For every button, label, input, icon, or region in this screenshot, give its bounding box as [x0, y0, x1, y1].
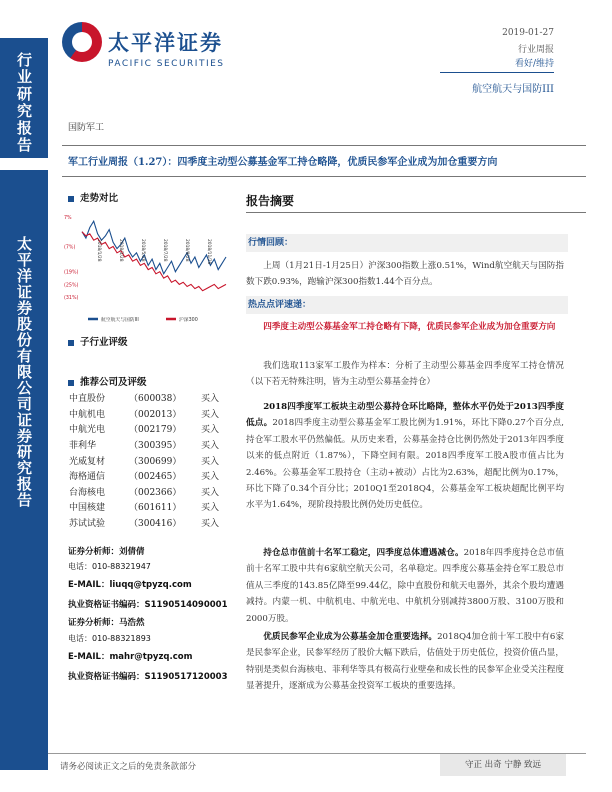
- footer-disclaimer: 请务必阅读正文之后的免责条款部分: [60, 762, 197, 772]
- report-rating: 看好/维持: [514, 59, 554, 69]
- company-name: 光威复材: [69, 456, 106, 467]
- sidebar-bottom-label: 太平洋证券股份有限公司证券研究报告: [15, 236, 33, 508]
- report-sector: 航空航天与国防III: [472, 84, 554, 95]
- company-name: 中国核建: [69, 503, 106, 514]
- company-code: （300395）: [129, 441, 182, 452]
- company-name: 海格通信: [69, 472, 106, 483]
- y-tick-label: (7%): [64, 245, 76, 251]
- table-row: [68, 390, 238, 406]
- table-row: [68, 406, 238, 422]
- table-row: [68, 484, 238, 500]
- section-tag: 国防军工: [68, 123, 105, 133]
- analyst-1-cert: 执业资格证书编码：S1190514090001: [68, 600, 228, 610]
- company-rating: 买入: [201, 456, 220, 467]
- para-hot-topic-red: 四季度主动型公募基金军工持仓略有下降，优质民参军企业成为加仓重要方向: [263, 322, 556, 332]
- company-rating: 买入: [201, 394, 220, 405]
- company-name: 中直股份: [69, 394, 106, 405]
- x-tick-label: 2018/9/28: [184, 239, 189, 262]
- company-code: （601611）: [129, 503, 182, 514]
- company-rating: 买入: [201, 519, 220, 530]
- company-code: （600038）: [129, 394, 182, 405]
- para-market-review: 上周（1月21日-1月25日）沪深300指数上涨0.51%，Wind航空航天与国防指数下跌0.93%，跑输沪深300指数1.44个百分点。: [246, 261, 564, 288]
- analyst-2-name: 证券分析师：马浩然: [68, 618, 145, 628]
- company-code: （002366）: [129, 487, 182, 498]
- x-tick-label: 2018/3/28: [118, 239, 123, 262]
- analyst-2-phone: 电话：010-88321893: [68, 634, 151, 643]
- header-divider: [440, 72, 554, 73]
- para-q4-holdings: 2018四季度军工板块主动型公募持仓环比略降，整体水平仍处于2013四季度低点。2018四季度主动型公募基金军工股比例为1.91%，环比下降0.27个百分点,持仓军工股水平仍然偏低。从历史来看，公募基金持仓比例仍然处于2013年四季度以来的低点附近（1.87%），下降空间有限。2018四季度军工股A股市值占比为2.46%。公募基金军工股持仓（主动+被动）占比为2.63%，超配比例为0.17%，环比下降了0.34个百分比；2010Q1至2018Q4，公募基金军工板块超配比例平均水平为1.64%，现阶段持股比例仍处历史低位。: [246, 402, 564, 511]
- series-line-0: [82, 221, 226, 274]
- analyst-2-email[interactable]: E-MAIL：mahr@tpyzq.com: [68, 652, 193, 662]
- company-rating: 买入: [201, 409, 220, 420]
- series-line-1: [82, 232, 226, 291]
- company-code: （002179）: [129, 425, 182, 436]
- table-row: [68, 421, 238, 437]
- company-name: 台海核电: [69, 487, 106, 498]
- y-tick-label: (19%): [64, 270, 79, 276]
- logo-icon: [62, 22, 102, 62]
- x-tick-label: 2018/7/28: [162, 239, 167, 262]
- sub-rating-header: 子行业评级: [68, 334, 128, 348]
- summary-title: 报告摘要: [246, 194, 295, 208]
- report-date: 2019-01-27: [502, 28, 554, 38]
- summary-rule: [246, 212, 586, 213]
- company-code: （300416）: [129, 519, 182, 530]
- company-name: 苏试试验: [69, 519, 106, 530]
- company-code: （002013）: [129, 409, 182, 420]
- sidebar-top-label: 行业研究报告: [15, 52, 33, 154]
- company-rating: 买入: [201, 472, 220, 483]
- recommendation-table: [68, 390, 238, 530]
- title-top-rule: [62, 145, 586, 146]
- logo-en: PACIFIC SECURITIES: [108, 59, 225, 69]
- sub-market-review: 行情回顾：: [246, 234, 568, 252]
- square-bullet-icon: [68, 340, 74, 346]
- company-code: （002465）: [129, 472, 182, 483]
- report-type: 行业周报: [517, 45, 554, 55]
- company-rating: 买入: [201, 425, 220, 436]
- company-rating: 买入: [201, 503, 220, 514]
- title-bottom-rule: [62, 176, 586, 177]
- table-row: [68, 437, 238, 453]
- analyst-1-email[interactable]: E-MAIL：liuqq@tpyzq.com: [68, 580, 192, 590]
- trend-header: 走势对比: [68, 190, 118, 204]
- table-row: [68, 452, 238, 468]
- table-row: [68, 468, 238, 484]
- y-tick-label: (31%): [64, 296, 79, 301]
- company-name: 中航机电: [69, 409, 106, 420]
- para-minsheng: 优质民参军企业成为公募基金加仓重要选择。2018Q4加仓前十军工股中有6家是民参军企业，民参军经历了股价大幅下跌后，估值处于历史低位，投资价值凸显，特别是类似台海核电、菲利华等具有极高行业壁垒和成长性的民参军企业受关注程度显著提升，逐渐成为公募基金投资军工板块的重要选择。: [246, 632, 564, 692]
- legend-label: 航空航天与国防III: [101, 318, 139, 323]
- x-tick-label: 2018/11/28: [206, 239, 211, 265]
- rec-header: 推荐公司及评级: [68, 374, 147, 388]
- table-row: [68, 499, 238, 515]
- analyst-2-cert: 执业资格证书编码：S1190517120003: [68, 672, 228, 682]
- page-title: 军工行业周报（1.27）：四季度主动型公募基金军工持仓略降，优质民参军企业成为加仓重要方向: [68, 157, 498, 168]
- y-tick-label: (25%): [64, 283, 79, 289]
- para-top10: 持仓总市值前十名军工稳定，四季度总体遭遇减仓。2018年四季度持仓总市值前十名军工股中共有6家航空航天公司，名单稳定。四季度公募基金持仓军工股总市值从三季度的143.85亿降至99.44亿，除中直股份和航天电器外，其余个股均遭遇减持。内蒙一机、中航机电、中航光电、中航机分别减持3800万股、3100万股和2000万股。: [246, 548, 564, 624]
- logo-cn: 太平洋证券: [108, 31, 223, 55]
- legend-label: 沪深300: [179, 318, 198, 323]
- company-rating: 买入: [201, 441, 220, 452]
- trend-chart: [62, 205, 234, 330]
- square-bullet-icon: [68, 196, 74, 202]
- analyst-1-phone: 电话：010-88321947: [68, 562, 151, 571]
- footer-motto: 守正 出奇 宁静 致远: [440, 754, 566, 776]
- company-code: （300699）: [129, 456, 182, 467]
- y-tick-label: 7%: [64, 216, 72, 221]
- table-row: [68, 515, 238, 531]
- square-bullet-icon: [68, 380, 74, 386]
- company-name: 中航光电: [69, 425, 106, 436]
- x-tick-label: 2018/5/28: [140, 239, 145, 262]
- sub-hot-topics: 热点点评速递：: [246, 296, 568, 314]
- para-sample: 我们选取113家军工股作为样本：分析了主动型公募基金四季度军工持仓情况（以下若无特殊注明，皆为主动型公募基金持仓）: [246, 361, 564, 388]
- company-rating: 买入: [201, 487, 220, 498]
- analyst-1-name: 证券分析师：刘倩倩: [68, 547, 145, 557]
- x-tick-label: 2018/1/28: [96, 239, 101, 262]
- company-name: 菲利华: [69, 441, 97, 452]
